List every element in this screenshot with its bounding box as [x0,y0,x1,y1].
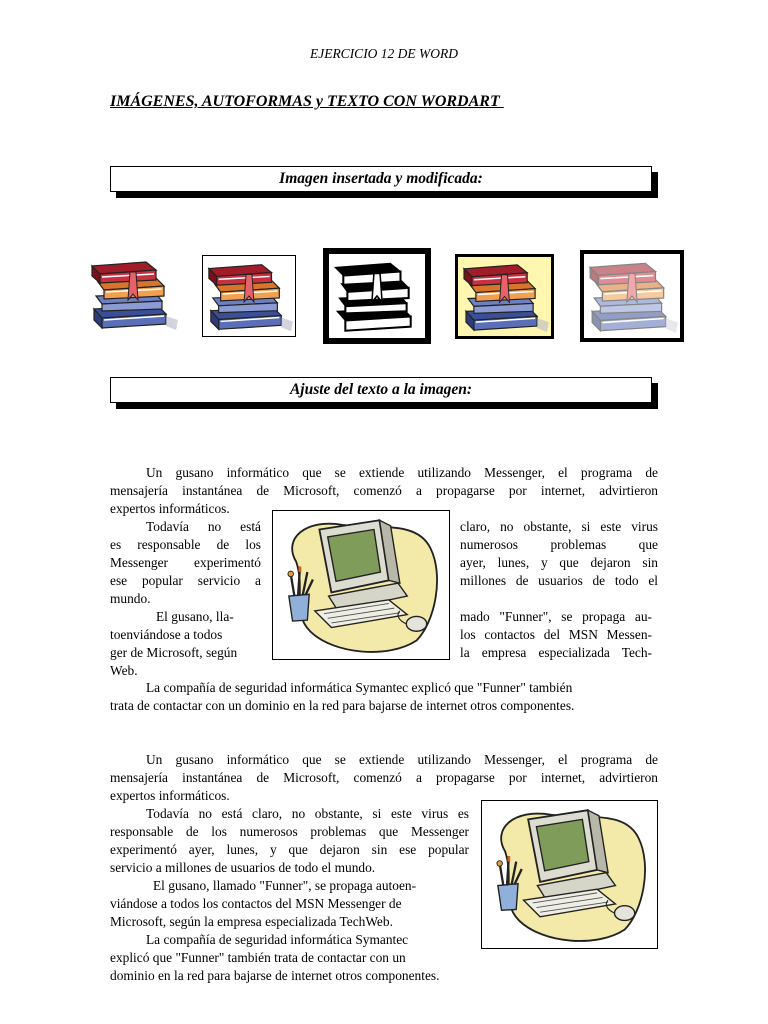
s1-right-line-3: ayer, lunes, y que dejaron sin [460,555,658,570]
s1-left-line-7: toenviándose a todos [110,627,223,642]
section-box-image-modified [110,166,652,192]
section-box-label: Imagen insertada y modificada: [279,170,483,187]
books-icon [458,257,551,336]
s1-intro-line-2: mensajería instantánea de Microsoft, comenzó a propagarse por internet, advirtieron [110,483,658,498]
s2-intro-line-1: Un gusano informático que se extiende utilizando Messenger, el programa de [146,752,658,767]
s1-left-line-8: ger de Microsoft, según [110,645,238,660]
s1-intro-line-3: expertos informáticos. [110,501,230,516]
computer-image-wrapped [272,510,450,660]
s1-right-line-8: la empresa especializada Tech- [460,645,652,660]
s1-left-line-6: El gusano, lla- [156,609,234,624]
s1-right-line-2: numerosos problemas que [460,537,658,552]
s2-line-8: La compañía de seguridad informática Symantec [146,932,409,947]
s1-left-line-3: Messenger experimentó [110,555,261,570]
books-image-bordered [202,255,296,337]
s2-intro-line-2: mensajería instantánea de Microsoft, comenzó a propagarse por internet, advirtieron [110,770,658,785]
s1-left-line-9: Web. [110,663,138,678]
s2-line-5: El gusano, llamado "Funner", se propaga autoen- [153,878,417,893]
s1-outro-line-1: La compañía de seguridad informática Symantec explicó que "Funner" también [146,680,573,695]
s1-right-line-1: claro, no obstante, si este virus [460,519,658,534]
computer-icon [482,801,657,948]
books-image-yellow [455,254,554,339]
s2-line-10: dominio en la red para bajarse de internet otros componentes. [110,968,440,983]
section-box-label: Ajuste del texto a la imagen: [289,381,473,398]
document-header: EJERCICIO 12 DE WORD [309,46,459,61]
books-image-washed [580,250,684,342]
computer-image-square [481,800,658,949]
s1-outro-line-2: trata de contactar con un dominio en la red para bajarse de internet otros componentes. [110,698,575,713]
section-box-text-wrap [110,377,652,403]
computer-icon [273,511,449,659]
s1-left-line-1: Todavía no está [146,519,261,534]
s2-line-3: experimentó ayer, lunes, y que dejaron sin ese popular [110,842,469,857]
s2-line-6: viándose a todos los contactos del MSN Messenger de [110,896,402,911]
s2-line-1: Todavía no está claro, no obstante, si este virus es [146,806,469,821]
s2-intro-line-3: expertos informáticos. [110,788,230,803]
s2-line-9: explicó que "Funner" también trata de contactar con un [110,950,406,965]
document-title: IMÁGENES, AUTOFORMAS y TEXTO CON WORDART [110,93,504,110]
s1-left-line-4: ese popular servicio a [110,573,261,588]
s1-right-line-6: mado "Funner", se propaga au- [460,609,652,624]
s2-line-2: responsable de los numerosos problemas que Messenger [110,824,469,839]
s1-intro-line-1: Un gusano informático que se extiende utilizando Messenger, el programa de [146,465,658,480]
books-icon [86,254,180,334]
s1-right-line-4: millones de usuarios de todo el [460,573,658,588]
books-image-bw [323,248,431,344]
s2-line-4: servicio a millones de usuarios de todo el mundo. [110,860,376,875]
s1-left-line-5: mundo. [110,591,151,606]
books-icon [203,256,295,336]
books-image-original [86,254,180,334]
books-icon [329,254,425,338]
s1-left-line-2: es responsable de los [110,537,261,552]
books-icon [584,254,680,338]
s2-line-7: Microsoft, según la empresa especializada TechWeb. [110,914,393,929]
s1-right-line-7: los contactos del MSN Messen- [460,627,652,642]
